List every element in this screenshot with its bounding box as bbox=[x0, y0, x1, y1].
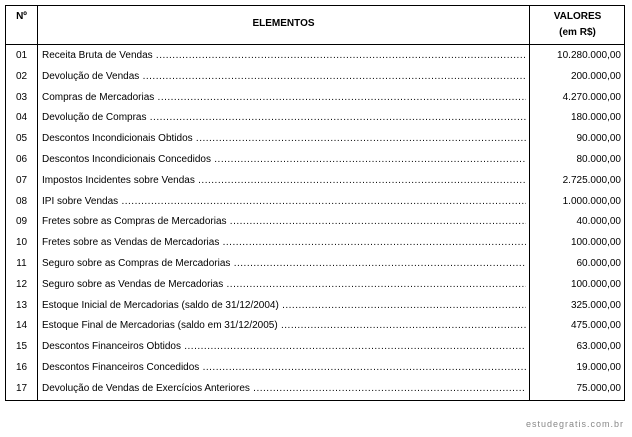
table-row bbox=[6, 275, 624, 296]
header-number: Nº bbox=[16, 11, 27, 22]
table-row bbox=[6, 212, 624, 233]
row-value: 100.000,00 bbox=[570, 278, 621, 290]
row-number: 16 bbox=[15, 361, 28, 373]
table-row bbox=[6, 67, 624, 88]
table-row bbox=[6, 171, 624, 192]
header-elements: ELEMENTOS bbox=[252, 18, 315, 29]
row-number: 09 bbox=[15, 216, 28, 228]
row-description: Devolução de Vendas ..... bbox=[42, 71, 526, 82]
row-description: Descontos Incondicionais Concedidos ..... bbox=[42, 154, 526, 165]
row-description: Devolução de Vendas de Exercícios Anteriores ..... bbox=[42, 383, 526, 394]
header-values-line1: VALORES bbox=[553, 11, 602, 22]
row-value: 90.000,00 bbox=[576, 133, 621, 145]
header-values bbox=[530, 9, 625, 41]
row-value: 19.000,00 bbox=[576, 361, 621, 373]
row-number: 01 bbox=[15, 50, 28, 61]
row-description: Seguro sobre as Vendas de Mercadorias ..... bbox=[42, 279, 526, 290]
row-description: Receita Bruta de Vendas ..... bbox=[42, 50, 526, 61]
row-description: Compras de Mercadorias ..... bbox=[42, 92, 526, 103]
row-description: Descontos Financeiros Concedidos ..... bbox=[42, 362, 526, 373]
row-value: 80.000,00 bbox=[576, 153, 621, 165]
accounting-table bbox=[5, 5, 625, 401]
table-row bbox=[6, 337, 624, 358]
row-number: 03 bbox=[15, 91, 28, 103]
row-number: 08 bbox=[15, 195, 28, 207]
row-number: 05 bbox=[15, 133, 28, 145]
row-description: Descontos Incondicionais Obtidos ..... bbox=[42, 133, 526, 144]
table-row bbox=[6, 233, 624, 254]
row-number: 07 bbox=[15, 174, 28, 186]
row-value: 40.000,00 bbox=[576, 216, 621, 228]
row-value: 1.000.000,00 bbox=[562, 195, 621, 207]
row-number: 06 bbox=[15, 153, 28, 165]
row-description: Descontos Financeiros Obtidos ..... bbox=[42, 341, 526, 352]
row-value: 60.000,00 bbox=[576, 257, 621, 269]
row-number: 17 bbox=[15, 382, 28, 394]
table-row bbox=[6, 358, 624, 379]
header-values-line2: (em R$) bbox=[559, 27, 596, 38]
row-value: 325.000,00 bbox=[570, 299, 621, 311]
row-description: Estoque Final de Mercadorias (saldo em 31/12/2005) ..... bbox=[42, 320, 526, 331]
row-value: 2.725.000,00 bbox=[562, 174, 621, 186]
row-value: 63.000,00 bbox=[576, 341, 621, 353]
row-value: 4.270.000,00 bbox=[562, 91, 621, 103]
row-description: Fretes sobre as Vendas de Mercadorias ..... bbox=[42, 237, 526, 248]
row-description: Seguro sobre as Compras de Mercadorias ..... bbox=[42, 258, 526, 269]
row-number: 15 bbox=[15, 341, 28, 353]
row-description: Estoque Inicial de Mercadorias (saldo de 31/12/2004) ..... bbox=[42, 300, 526, 311]
row-value: 10.280.000,00 bbox=[557, 50, 621, 61]
table-row bbox=[6, 296, 624, 317]
row-number: 10 bbox=[15, 237, 28, 249]
row-description: IPI sobre Vendas ..... bbox=[42, 196, 526, 207]
row-value: 200.000,00 bbox=[570, 70, 621, 82]
row-number: 12 bbox=[15, 278, 28, 290]
row-value: 100.000,00 bbox=[570, 237, 621, 249]
row-description: Fretes sobre as Compras de Mercadorias ..... bbox=[42, 216, 526, 227]
table-row bbox=[6, 192, 624, 213]
row-number: 14 bbox=[15, 320, 28, 332]
row-description: Impostos Incidentes sobre Vendas ..... bbox=[42, 175, 526, 186]
row-number: 02 bbox=[15, 70, 28, 82]
header-divider bbox=[6, 44, 624, 45]
row-value: 475.000,00 bbox=[570, 320, 621, 332]
row-number: 13 bbox=[15, 299, 28, 311]
table-row bbox=[6, 150, 624, 171]
row-value: 75.000,00 bbox=[576, 382, 621, 394]
row-description: Devolução de Compras ..... bbox=[42, 112, 526, 123]
table-row bbox=[6, 46, 624, 67]
table-row bbox=[6, 129, 624, 150]
table-row bbox=[6, 379, 624, 400]
table-body bbox=[6, 46, 624, 400]
row-number: 11 bbox=[16, 257, 27, 269]
row-number: 04 bbox=[15, 112, 28, 124]
row-value: 180.000,00 bbox=[570, 112, 621, 124]
table-row bbox=[6, 316, 624, 337]
table-row bbox=[6, 108, 624, 129]
table-row bbox=[6, 88, 624, 109]
watermark: estudegratis.com.br bbox=[525, 419, 624, 429]
table-row bbox=[6, 254, 624, 275]
